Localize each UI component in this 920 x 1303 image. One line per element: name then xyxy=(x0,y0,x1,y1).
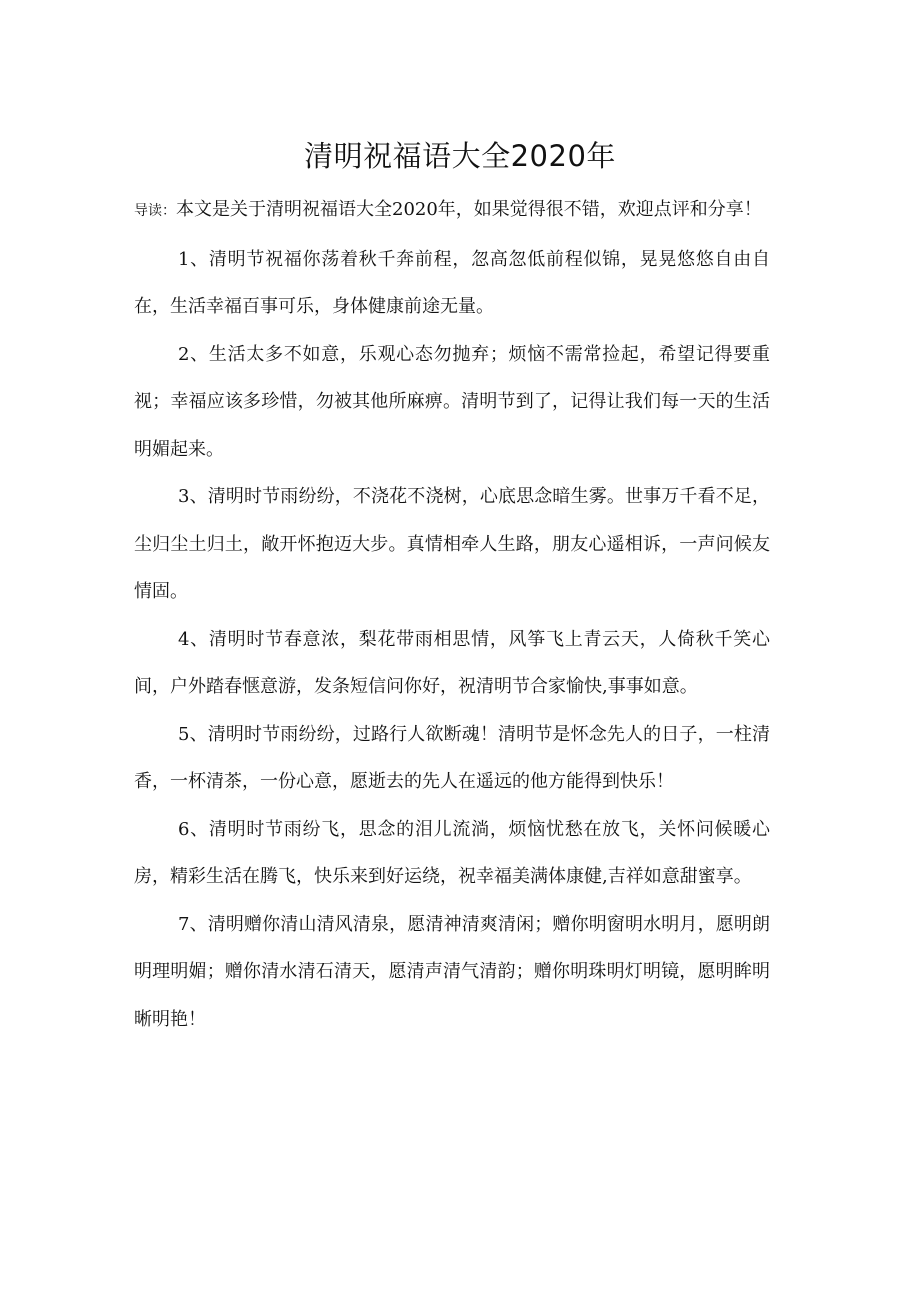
blessing-paragraph-3: 3、清明时节雨纷纷，不浇花不浇树，心底思念暗生雾。世事万千看不足，尘归尘土归土，敞开怀抱迈大步。真情相牵人生路，朋友心遥相诉，一声问候友情固。 xyxy=(134,486,770,602)
blessing-paragraph-2: 2、生活太多不如意，乐观心态勿抛弃；烦恼不需常捡起，希望记得要重视；幸福应该多珍惜，勿被其他所麻痹。清明节到了，记得让我们每一天的生活明媚起来。 xyxy=(134,343,770,460)
blessing-paragraph-7: 7、清明赠你清山清风清泉，愿清神清爽清闲；赠你明窗明水明月，愿明朗明理明媚；赠你清水清石清天，愿清声清气清韵；赠你明珠明灯明镜，愿明眸明晰明艳！ xyxy=(134,913,770,1030)
blessing-paragraph-6: 6、清明时节雨纷飞，思念的泪儿流淌，烦恼忧愁在放飞，关怀问候暖心房，精彩生活在腾飞，快乐来到好运绕，祝幸福美满体康健,吉祥如意甜蜜享。 xyxy=(134,818,770,887)
document-body xyxy=(134,186,770,1043)
blessing-paragraph-1: 1、清明节祝福你荡着秋千奔前程，忽高忽低前程似锦，晃晃悠悠自由自在，生活幸福百事可乐，身体健康前途无量。 xyxy=(134,248,770,317)
document-title: 清明祝福语大全2020年 xyxy=(304,139,616,173)
intro-text: 本文是关于清明祝福语大全2020年，如果觉得很不错，欢迎点评和分享！ xyxy=(176,199,762,220)
intro-paragraph xyxy=(134,186,770,236)
blessing-paragraph-5: 5、清明时节雨纷纷，过路行人欲断魂！清明节是怀念先人的日子，一柱清香，一杯清茶，一份心意，愿逝去的先人在遥远的他方能得到快乐！ xyxy=(134,723,770,792)
blessing-paragraph-4: 4、清明时节春意浓，梨花带雨相思情，风筝飞上青云天，人倚秋千笑心间，户外踏春惬意游，发条短信问你好，祝清明节合家愉快,事事如意。 xyxy=(134,628,770,697)
intro-lead: 导读： xyxy=(134,203,176,219)
